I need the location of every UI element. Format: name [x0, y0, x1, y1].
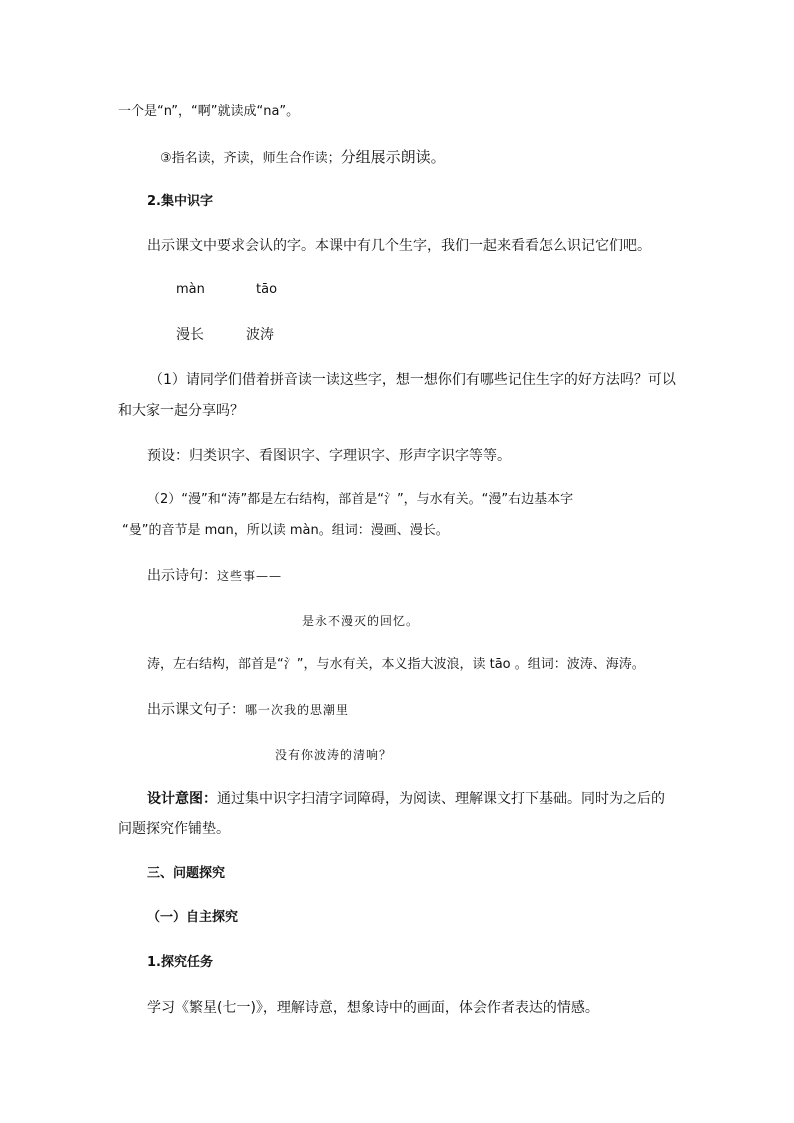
text-line	[147, 789, 665, 809]
word-manchang: 漫长	[176, 327, 204, 343]
subsection-heading: （一）自主探究	[147, 910, 239, 925]
poem-line: 没有你波涛的清响？	[275, 748, 393, 762]
task-heading: 1.探究任务	[147, 955, 213, 970]
text-span: ③指名读，齐读，师生合作读；	[160, 151, 341, 166]
poem-text: 哪一次我的思潮里	[245, 703, 350, 717]
text-line	[160, 147, 446, 169]
poem-line: 是永不漫灭的回忆。	[302, 614, 420, 628]
text-line	[147, 700, 349, 720]
text-line: 问题探究作铺垫。	[118, 821, 230, 837]
text-line: 学习《繁星(七一)》，理解诗意，想象诗中的画面，体会作者表达的情感。	[147, 1000, 599, 1016]
section-heading: 三、问题探究	[147, 866, 226, 881]
text-line: （1）请同学们借着拼音读一读这些字，想一想你们有哪些记住生字的好方法吗？可以	[149, 372, 676, 388]
word-botao: 波涛	[246, 327, 274, 343]
text-line: 预设：归类识字、看图识字、字理识字、形声字识字等等。	[147, 448, 511, 464]
section-heading: 2.集中识字	[147, 194, 213, 209]
pinyin-tao: tāo	[256, 282, 278, 297]
design-text: 通过集中识字扫清字词障碍，为阅读、理解课文打下基础。同时为之后的	[217, 791, 665, 807]
text-line	[147, 566, 282, 586]
poem-label: 出示诗句：	[147, 568, 217, 584]
text-line: “曼”的音节是 mɑn，所以读 màn。组词：漫画、漫长。	[122, 523, 449, 538]
text-line: 涛，左右结构，部首是“氵”，与水有关，本义指大波浪，读 tāo 。组词：波涛、海涛。	[147, 657, 645, 672]
text-line: 和大家一起分享吗？	[118, 403, 244, 419]
text-line: 出示课文中要求会认的字。本课中有几个生字，我们一起来看看怎么识记它们吧。	[147, 238, 651, 254]
text-line: （2）“漫”和“涛”都是左右结构，部首是“氵”，与水有关。“漫”右边基本字	[147, 492, 574, 507]
poem-text: 这些事——	[217, 569, 283, 583]
text-span: 分组展示朗读。	[340, 148, 446, 166]
pinyin-man: màn	[176, 282, 205, 297]
text-line: 一个是“n”，“啊”就读成“na”。	[118, 104, 300, 119]
poem-label: 出示课文句子：	[147, 702, 245, 718]
design-label: 设计意图：	[147, 791, 217, 807]
